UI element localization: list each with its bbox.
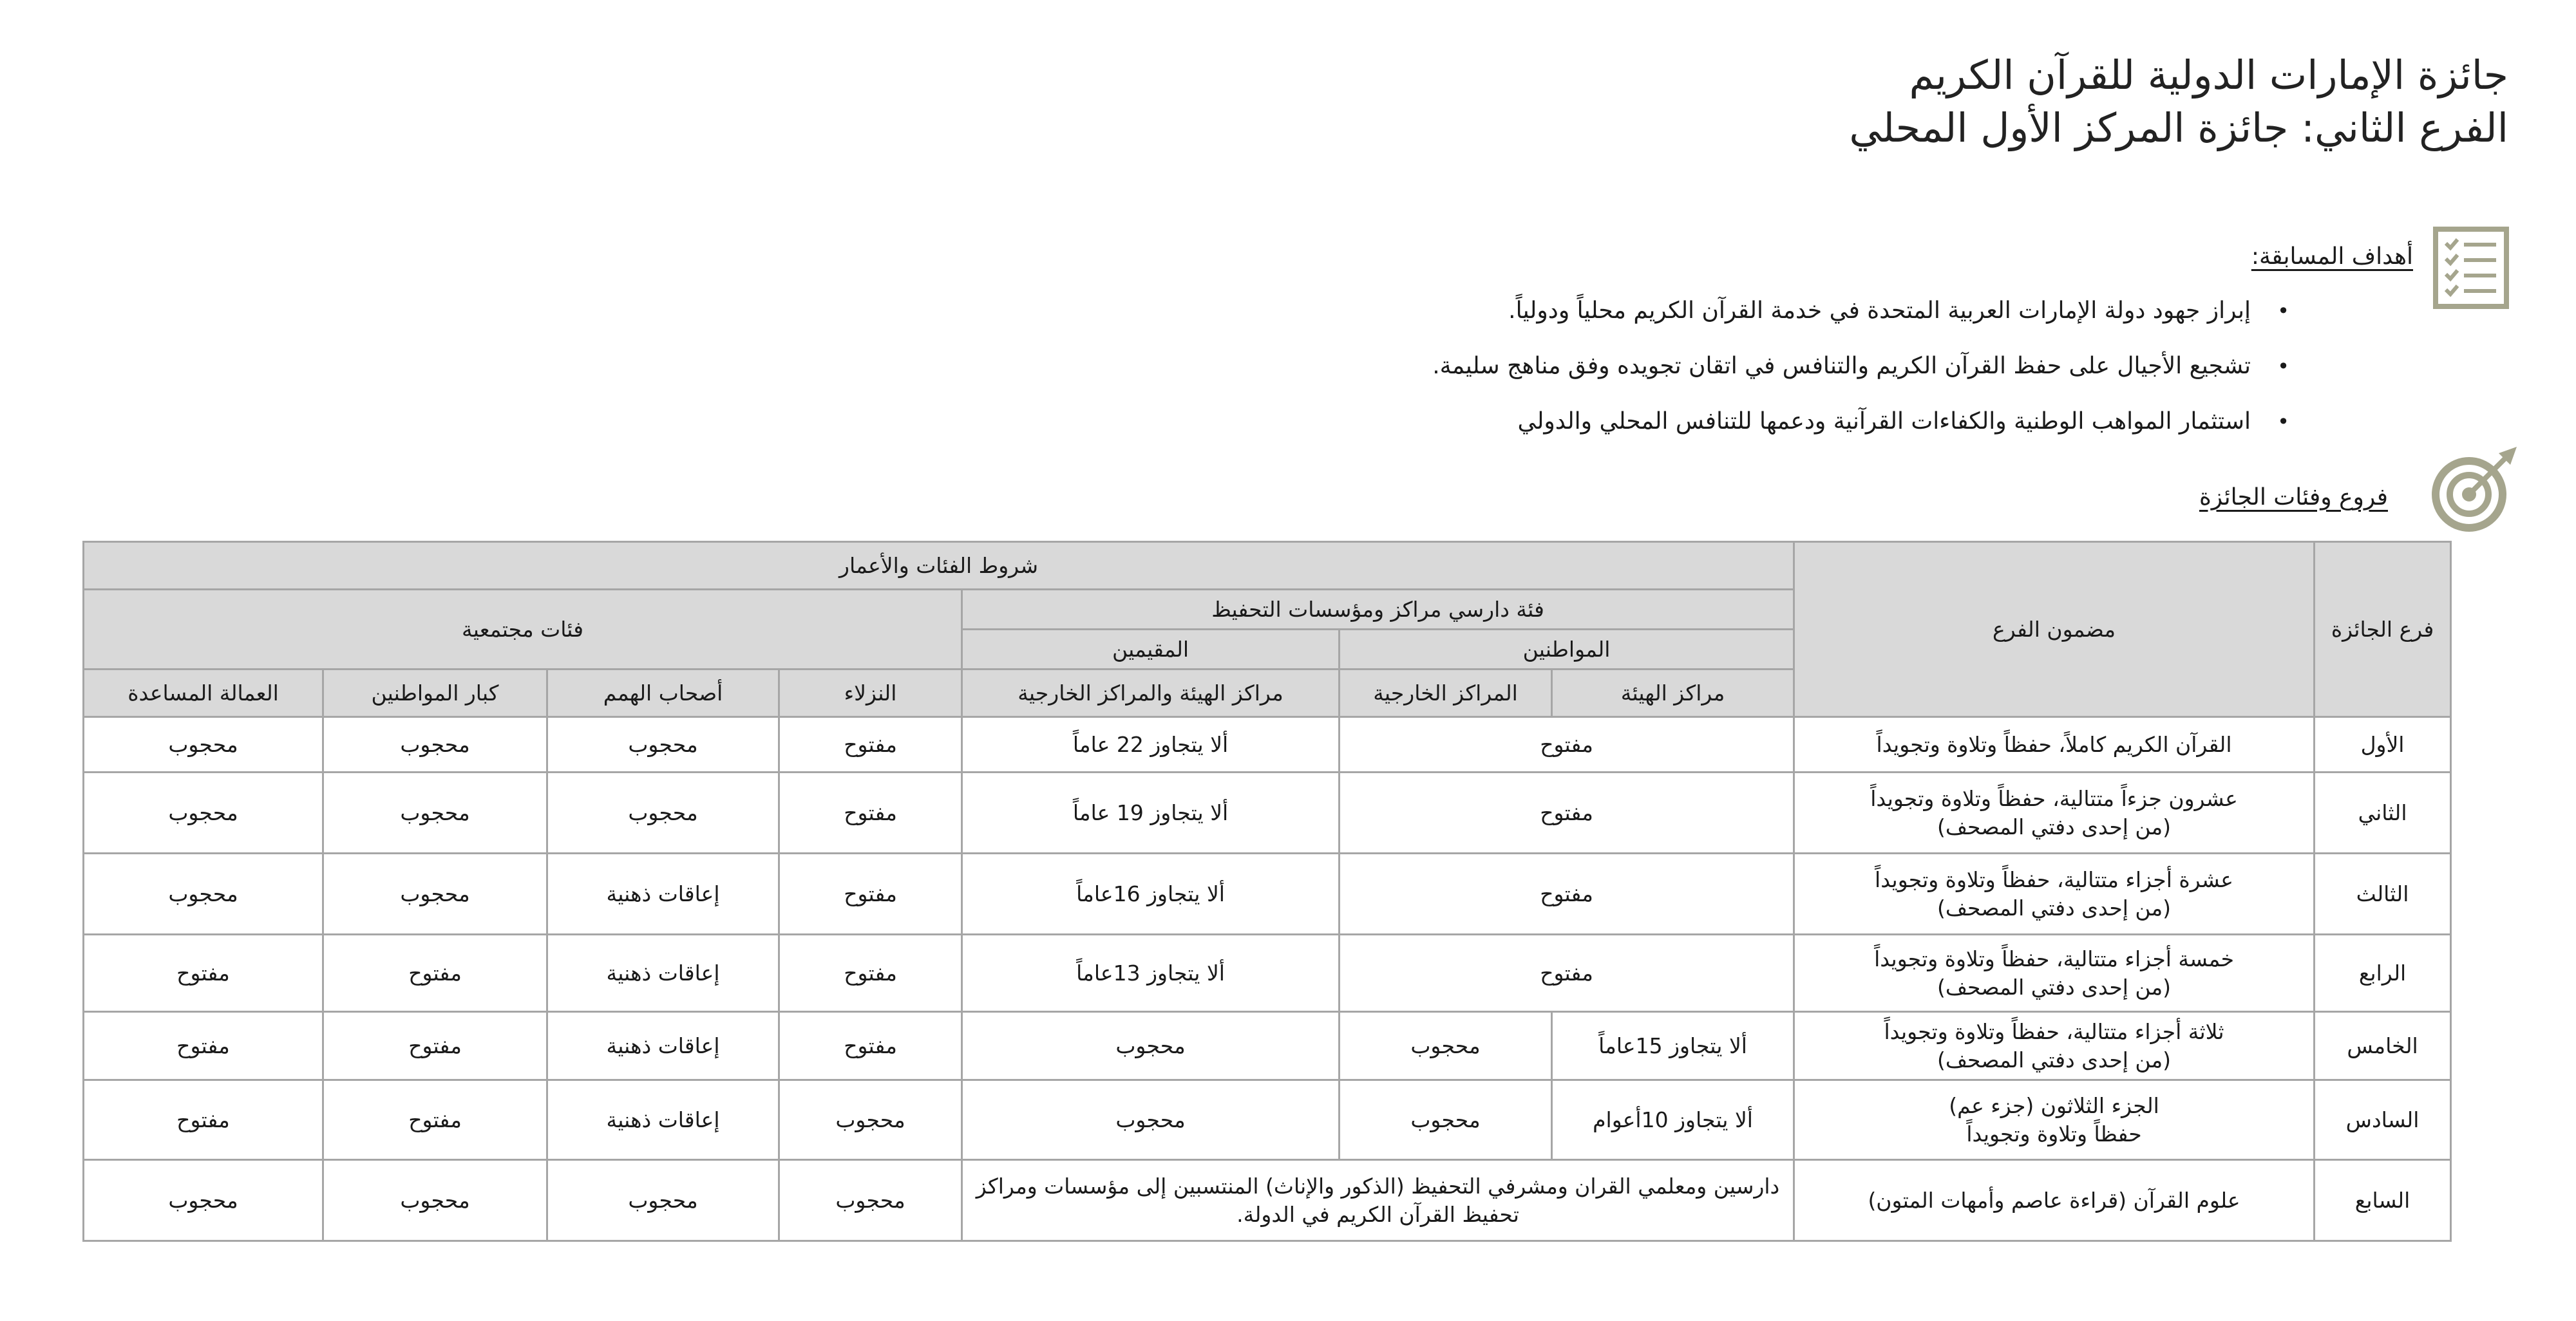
cell-determination: إعاقات ذهنية (547, 935, 779, 1012)
cell-content (1794, 1012, 2315, 1080)
cell-determination: محجوب (547, 717, 779, 773)
table-row (84, 1080, 2451, 1160)
cell-senior-citizens: محجوب (323, 1160, 547, 1241)
header-domestic-workers: العمالة المساعدة (84, 670, 323, 717)
header-residents: المقيمين (962, 630, 1340, 670)
students-line-2: تحفيظ القرآن الكريم في الدولة. (1236, 1201, 1519, 1227)
content-line-1: خمسة أجزاء متتالية، حفظاً وتلاوة وتجويداً (1874, 946, 2234, 971)
content-line-2: (من إحدى دفتي المصحف) (1937, 1047, 2172, 1073)
content-line-1: عشرة أجزاء متتالية، حفظاً وتلاوة وتجويداً (1875, 867, 2233, 892)
checklist-icon (2433, 227, 2509, 309)
cell-citizens: مفتوح (1340, 773, 1794, 854)
cell-inmates: محجوب (779, 1080, 962, 1160)
cell-branch: السابع (2315, 1160, 2451, 1241)
document-title (1542, 49, 2508, 155)
table-row (84, 717, 2451, 773)
cell-branch: الخامس (2315, 1012, 2451, 1080)
header-senior-citizens: كبار المواطنين (323, 670, 547, 717)
content-line-2: (من إحدى دفتي المصحف) (1937, 814, 2172, 839)
header-external-centers: المراكز الخارجية (1340, 670, 1552, 717)
cell-determination: محجوب (547, 1160, 779, 1241)
cell-senior-citizens: مفتوح (323, 935, 547, 1012)
cell-domestic-workers: مفتوح (84, 1012, 323, 1080)
goal-text: إبراز جهود دولة الإمارات العربية المتحدة في خدمة القرآن الكريم محلياً ودولياً. (1508, 297, 2251, 324)
table-row (84, 773, 2451, 854)
bullet-icon: • (2277, 299, 2289, 323)
goals-list (1259, 283, 2289, 449)
cell-determination: إعاقات ذهنية (547, 854, 779, 935)
cell-determination: إعاقات ذهنية (547, 1080, 779, 1160)
cell-senior-citizens: مفتوح (323, 1012, 547, 1080)
cell-domestic-workers: محجوب (84, 773, 323, 854)
cell-determination: محجوب (547, 773, 779, 854)
cell-students-merged (962, 1160, 1794, 1241)
cell-content (1794, 854, 2315, 935)
bullet-icon: • (2277, 409, 2289, 434)
table-row (84, 1160, 2451, 1241)
header-students-group: فئة دارسي مراكز ومؤسسات التحفيظ (962, 590, 1794, 630)
title-line-2: الفرع الثاني: جائزة المركز الأول المحلي (1849, 104, 2508, 151)
header-conditions: شروط الفئات والأعمار (84, 542, 1794, 590)
cell-inmates: مفتوح (779, 773, 962, 854)
cell-branch: الثاني (2315, 773, 2451, 854)
cell-residents: ألا يتجاوز 22 عاماً (962, 717, 1340, 773)
content-line-1: القرآن الكريم كاملاً، حفظاً وتلاوة وتجويداً (1876, 731, 2232, 757)
cell-content (1794, 717, 2315, 773)
header-branch: فرع الجائزة (2315, 542, 2451, 717)
content-line-2: (من إحدى دفتي المصحف) (1937, 895, 2172, 921)
cell-external-centers: محجوب (1340, 1012, 1552, 1080)
award-branches-table (82, 541, 2452, 1242)
cell-senior-citizens: محجوب (323, 717, 547, 773)
goal-item (1259, 394, 2289, 449)
content-line-2: (من إحدى دفتي المصحف) (1937, 974, 2172, 1000)
cell-domestic-workers: محجوب (84, 854, 323, 935)
cell-inmates: محجوب (779, 1160, 962, 1241)
table-row (84, 935, 2451, 1012)
content-line-1: عشرون جزءاً متتالية، حفظاً وتلاوة وتجويداً (1870, 785, 2238, 811)
goal-text: استثمار المواهب الوطنية والكفاءات القرآنية ودعمها للتنافس المحلي والدولي (1517, 408, 2251, 435)
cell-citizens: مفتوح (1340, 717, 1794, 773)
cell-authority-centers: ألا يتجاوز 10أعوام (1552, 1080, 1794, 1160)
cell-senior-citizens: مفتوح (323, 1080, 547, 1160)
cell-authority-centers: ألا يتجاوز 15عاماً (1552, 1012, 1794, 1080)
cell-residents: محجوب (962, 1080, 1340, 1160)
table-row (84, 854, 2451, 935)
content-line-2: حفظاً وتلاوة وتجويداً (1966, 1121, 2142, 1147)
table-row (84, 1012, 2451, 1080)
cell-inmates: مفتوح (779, 935, 962, 1012)
cell-external-centers: محجوب (1340, 1080, 1552, 1160)
cell-content (1794, 1080, 2315, 1160)
cell-residents: ألا يتجاوز 16عاماً (962, 854, 1340, 935)
content-line-1: الجزء الثلاثون (جزء عم) (1949, 1092, 2159, 1118)
cell-determination: إعاقات ذهنية (547, 1012, 779, 1080)
content-line-1: علوم القرآن (قراءة عاصم وأمهات المتون) (1868, 1187, 2240, 1213)
header-citizens: المواطنين (1340, 630, 1794, 670)
cell-inmates: مفتوح (779, 854, 962, 935)
cell-content (1794, 773, 2315, 854)
cell-senior-citizens: محجوب (323, 773, 547, 854)
header-authority-centers: مراكز الهيئة (1552, 670, 1794, 717)
cell-content (1794, 1160, 2315, 1241)
target-icon (2429, 444, 2519, 534)
branches-heading: فروع وفئات الجائزة (2199, 484, 2388, 511)
cell-inmates: مفتوح (779, 717, 962, 773)
goal-item (1259, 283, 2289, 339)
header-content: مضمون الفرع (1794, 542, 2315, 717)
goals-heading: أهداف المسابقة: (2251, 243, 2413, 270)
cell-branch: الأول (2315, 717, 2451, 773)
header-community-group: فئات مجتمعية (84, 590, 962, 670)
title-line-1: جائزة الإمارات الدولية للقرآن الكريم (1909, 52, 2508, 98)
content-line-1: ثلاثة أجزاء متتالية، حفظاً وتلاوة وتجويداً (1884, 1018, 2224, 1044)
cell-domestic-workers: محجوب (84, 717, 323, 773)
cell-content (1794, 935, 2315, 1012)
cell-inmates: مفتوح (779, 1012, 962, 1080)
cell-residents: محجوب (962, 1012, 1340, 1080)
header-determination: أصحاب الهمم (547, 670, 779, 717)
cell-branch: الثالث (2315, 854, 2451, 935)
bullet-icon: • (2277, 354, 2289, 379)
cell-residents: ألا يتجاوز 19 عاماً (962, 773, 1340, 854)
cell-branch: الرابع (2315, 935, 2451, 1012)
cell-residents: ألا يتجاوز 13عاماً (962, 935, 1340, 1012)
students-line-1: دارسين ومعلمي القران ومشرفي التحفيظ (الذكور والإناث) المنتسبين إلى مؤسسات ومراكز (976, 1173, 1780, 1199)
cell-citizens: مفتوح (1340, 935, 1794, 1012)
cell-domestic-workers: محجوب (84, 1160, 323, 1241)
goal-text: تشجيع الأجيال على حفظ القرآن الكريم والتنافس في اتقان تجويده وفق مناهج سليمة. (1432, 353, 2251, 379)
cell-branch: السادس (2315, 1080, 2451, 1160)
header-authority-and-external: مراكز الهيئة والمراكز الخارجية (962, 670, 1340, 717)
cell-senior-citizens: محجوب (323, 854, 547, 935)
cell-domestic-workers: مفتوح (84, 1080, 323, 1160)
cell-domestic-workers: مفتوح (84, 935, 323, 1012)
header-inmates: النزلاء (779, 670, 962, 717)
goal-item (1259, 339, 2289, 394)
cell-citizens: مفتوح (1340, 854, 1794, 935)
